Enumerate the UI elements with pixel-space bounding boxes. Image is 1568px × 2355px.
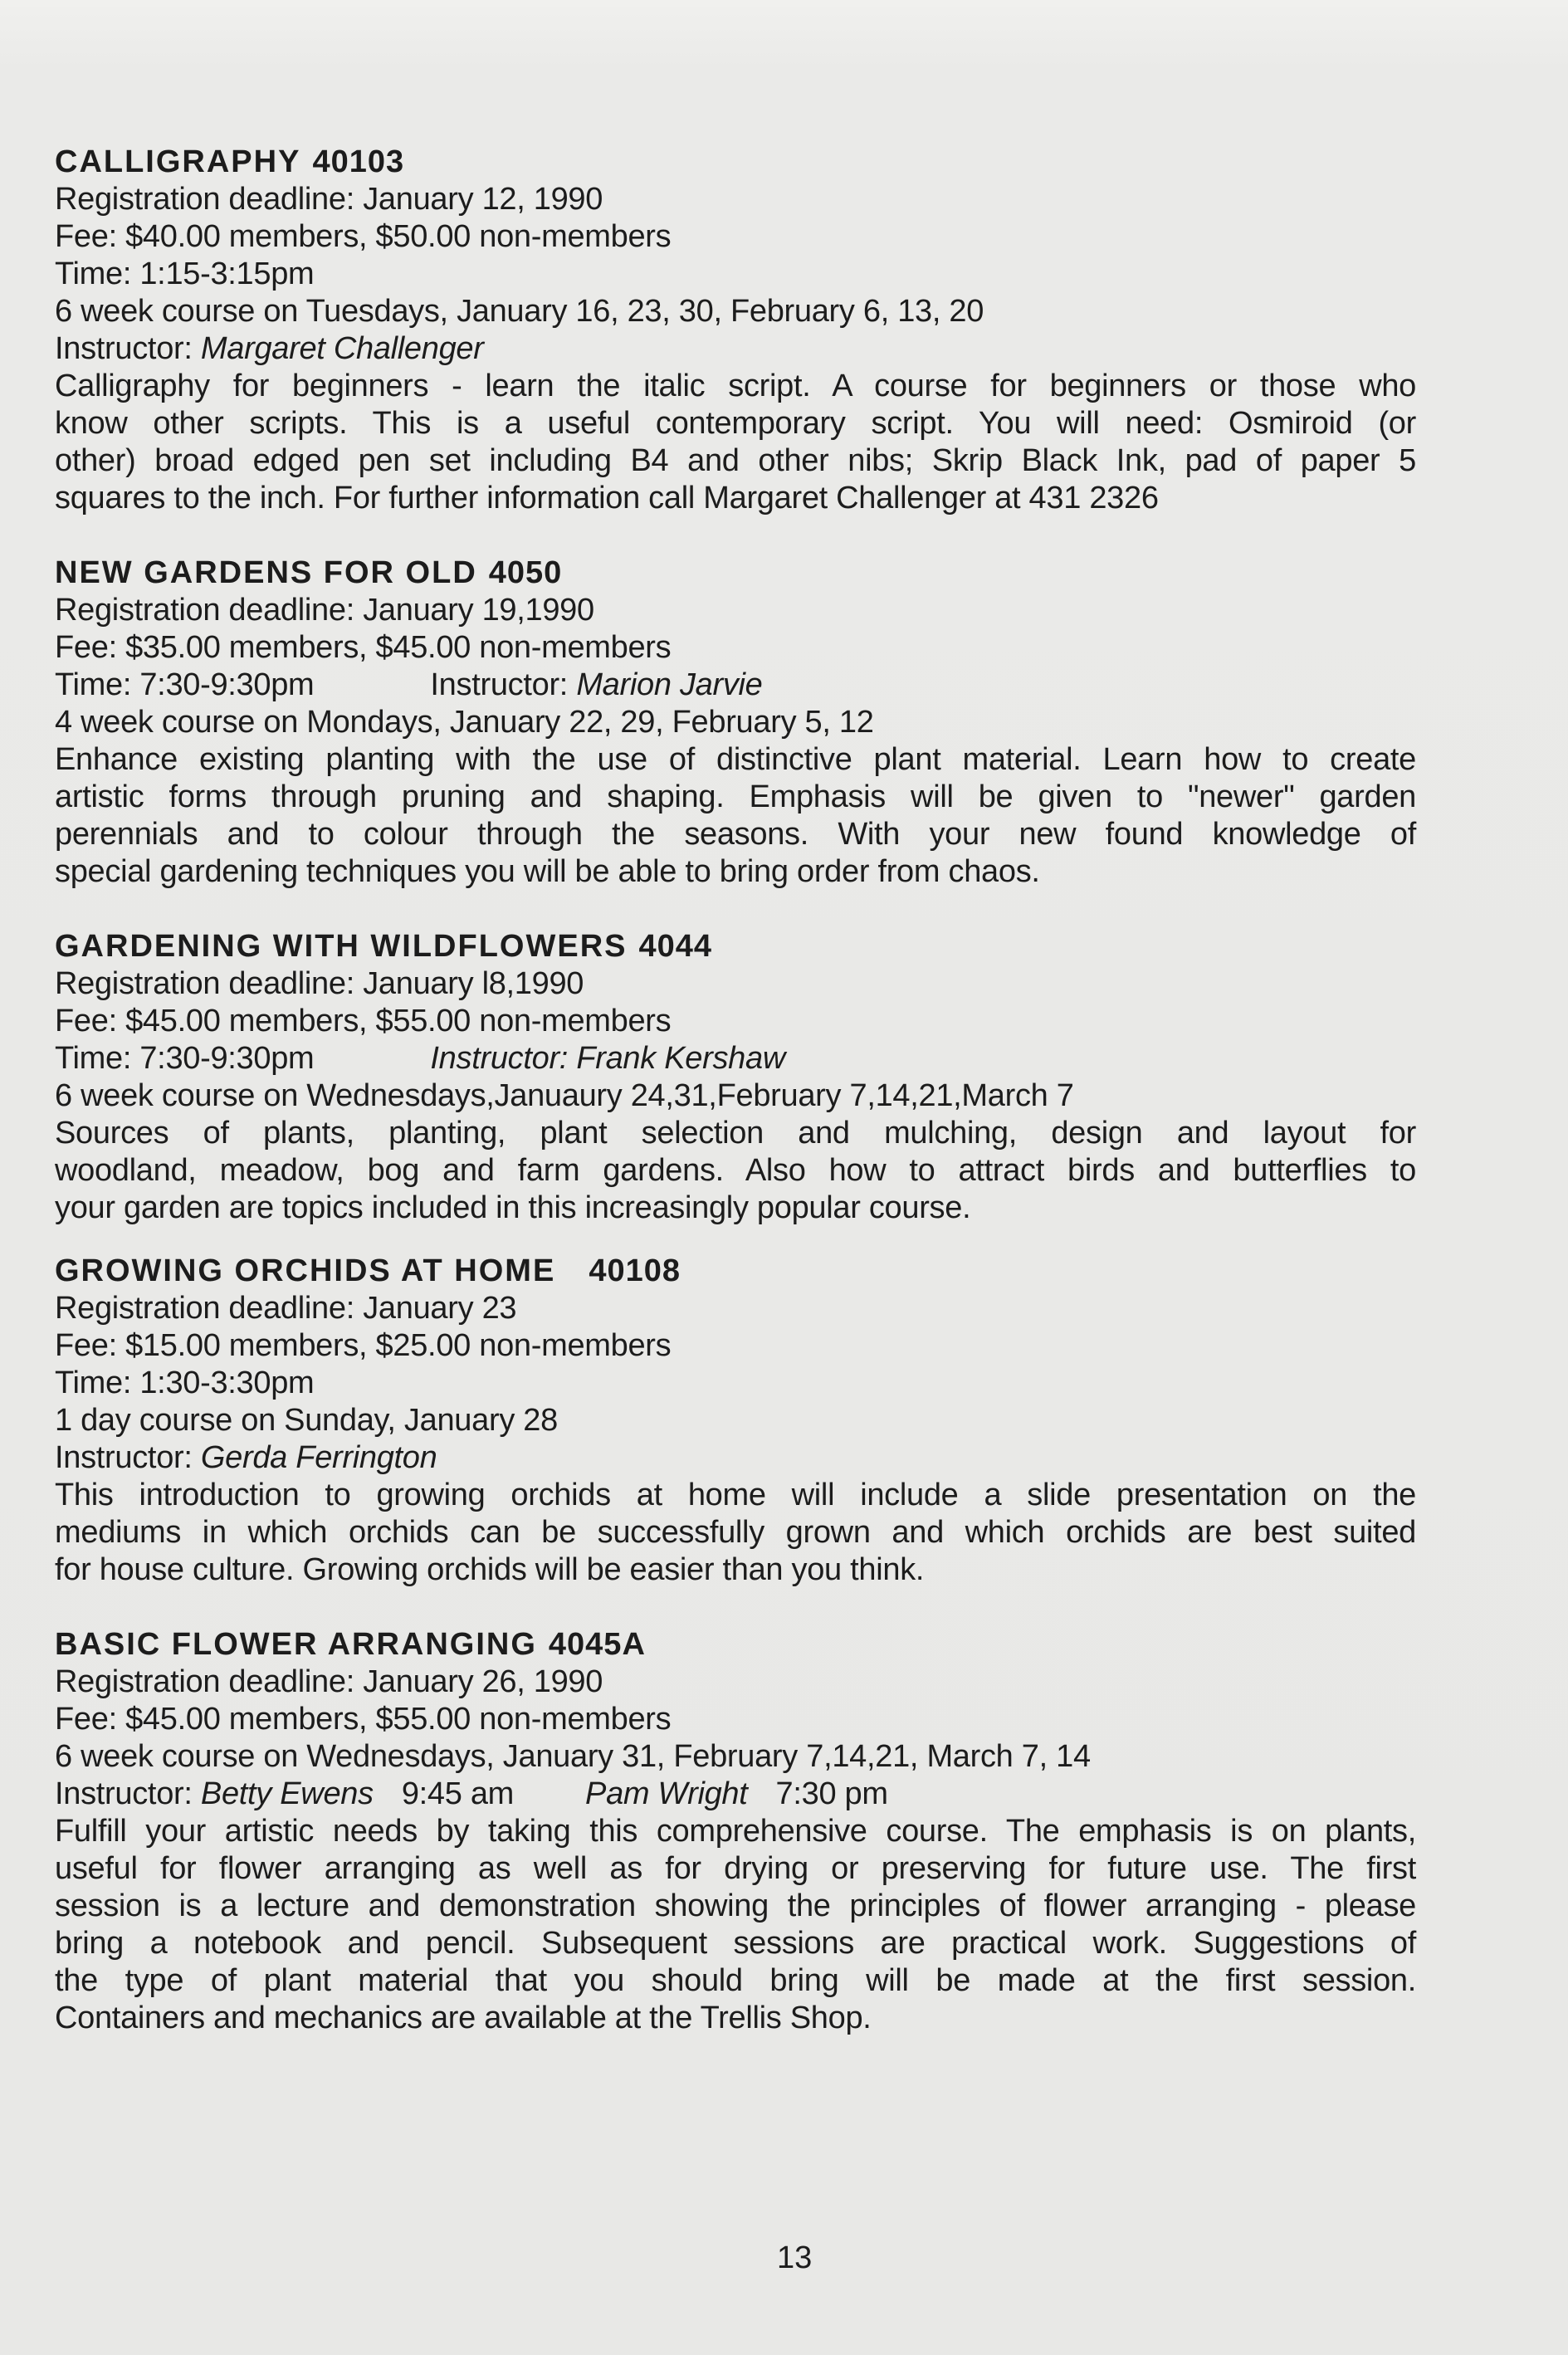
description-line: Sources of plants, planting, plant selection and mulching, design and layout for	[55, 1116, 1416, 1151]
description-line: Fulfill your artistic needs by taking this comprehensive course. The emphasis is on plants,	[55, 1814, 1416, 1849]
course-schedule: 6 week course on Wednesdays,Januaury 24,31,February 7,14,21,March 7	[55, 1078, 1074, 1113]
course-description	[55, 741, 1416, 891]
description-line: session is a lecture and demonstration showing the principles of flower arranging - please	[55, 1888, 1416, 1923]
instructor-name: Gerda Ferrington	[200, 1440, 437, 1475]
instructor-name: Marion Jarvie	[576, 667, 763, 702]
registration-deadline: Registration deadline: January l8,1990	[55, 966, 584, 1001]
course-name: GROWING ORCHIDS AT HOME	[55, 1253, 556, 1288]
instructor-label: Instructor:	[430, 1041, 577, 1076]
course-calligraphy	[55, 143, 1416, 517]
description-line: your garden are topics included in this increasingly popular course.	[55, 1190, 971, 1225]
page-number: 13	[777, 2240, 813, 2275]
description-line: This introduction to growing orchids at home will include a slide presentation on the	[55, 1478, 1416, 1512]
course-title	[55, 1252, 1416, 1290]
course-title	[55, 1625, 1416, 1664]
course-growing-orchids-at-home	[55, 1252, 1416, 1589]
course-schedule: 1 day course on Sunday, January 28	[55, 1403, 558, 1438]
description-line: mediums in which orchids can be successfully grown and which orchids are best suited	[55, 1515, 1416, 1550]
course-fee: Fee: $15.00 members, $25.00 non-members	[55, 1328, 672, 1363]
course-time: Time: 1:15-3:15pm	[55, 257, 315, 291]
course-description	[55, 1813, 1416, 2037]
description-line: Enhance existing planting with the use of distinctive plant material. Learn how to create	[55, 742, 1416, 777]
description-line: special gardening techniques you will be able to bring order from chaos.	[55, 854, 1040, 889]
description-line: useful for flower arranging as well as for drying or preserving for future use. The first	[55, 1851, 1416, 1886]
instructor-label: Instructor:	[55, 1776, 201, 1811]
course-instructor	[55, 1439, 1416, 1477]
instructor-name: Betty Ewens	[200, 1776, 374, 1811]
course-fee: Fee: $45.00 members, $55.00 non-members	[55, 1702, 672, 1737]
instructor-label: Instructor:	[430, 667, 577, 702]
description-line: artistic forms through pruning and shaping. Emphasis will be given to "newer" garden	[55, 779, 1416, 814]
course-code: 4044	[638, 929, 713, 964]
description-line: Containers and mechanics are available at the Trellis Shop.	[55, 2001, 872, 2035]
course-description	[55, 1477, 1416, 1589]
course-time: Time: 7:30-9:30pm	[55, 667, 315, 702]
registration-deadline: Registration deadline: January 26, 1990	[55, 1664, 603, 1699]
registration-deadline: Registration deadline: January 23	[55, 1291, 517, 1326]
registration-deadline: Registration deadline: January 12, 1990	[55, 182, 603, 217]
course-listing	[55, 143, 1416, 2074]
description-line: bring a notebook and pencil. Subsequent sessions are practical work. Suggestions of	[55, 1926, 1416, 1961]
course-new-gardens-for-old	[55, 554, 1416, 891]
course-time-instructor	[55, 1040, 1416, 1077]
description-line: woodland, meadow, bog and farm gardens. Also how to attract birds and butterflies to	[55, 1153, 1416, 1188]
course-name: BASIC FLOWER ARRANGING	[55, 1627, 537, 1662]
instructor-time-2: 7:30 pm	[775, 1776, 888, 1811]
course-schedule: 6 week course on Tuesdays, January 16, 23, 30, February 6, 13, 20	[55, 294, 984, 329]
description-line: other) broad edged pen set including B4 and other nibs; Skrip Black Ink, pad of paper 5	[55, 443, 1416, 478]
registration-deadline: Registration deadline: January 19,1990	[55, 593, 594, 628]
course-code: 40108	[589, 1253, 681, 1288]
course-name: CALLIGRAPHY	[55, 144, 301, 179]
instructor-name: Margaret Challenger	[200, 331, 484, 366]
course-fee: Fee: $45.00 members, $55.00 non-members	[55, 1004, 672, 1038]
course-instructor	[55, 330, 1416, 368]
course-code: 4050	[488, 555, 563, 590]
description-line: squares to the inch. For further information call Margaret Challenger at 431 2326	[55, 481, 1159, 515]
course-fee: Fee: $40.00 members, $50.00 non-members	[55, 219, 672, 254]
description-line: Calligraphy for beginners - learn the italic script. A course for beginners or those who	[55, 369, 1416, 403]
description-line: perennials and to colour through the seasons. With your new found knowledge of	[55, 817, 1416, 852]
course-schedule: 6 week course on Wednesdays, January 31, February 7,14,21, March 7, 14	[55, 1739, 1091, 1774]
course-fee: Fee: $35.00 members, $45.00 non-members	[55, 630, 672, 665]
course-time-instructor	[55, 667, 1416, 704]
course-instructors	[55, 1776, 1416, 1813]
course-gardening-with-wildflowers	[55, 927, 1416, 1227]
course-name: GARDENING WITH WILDFLOWERS	[55, 929, 628, 964]
instructor-label: Instructor:	[55, 331, 201, 366]
description-line: for house culture. Growing orchids will be easier than you think.	[55, 1552, 925, 1587]
instructor-name: Frank Kershaw	[576, 1041, 785, 1076]
course-title	[55, 554, 1416, 592]
description-line: know other scripts. This is a useful contemporary script. You will need: Osmiroid (or	[55, 406, 1416, 441]
instructor-label: Instructor:	[55, 1440, 201, 1475]
course-title	[55, 143, 1416, 181]
instructor-name-2: Pam Wright	[585, 1776, 748, 1811]
course-time: Time: 1:30-3:30pm	[55, 1366, 315, 1400]
course-title	[55, 927, 1416, 965]
course-schedule: 4 week course on Mondays, January 22, 29, February 5, 12	[55, 705, 874, 740]
course-description	[55, 368, 1416, 517]
course-time: Time: 7:30-9:30pm	[55, 1041, 315, 1076]
course-code: 4045A	[548, 1627, 646, 1662]
course-description	[55, 1115, 1416, 1227]
instructor-time: 9:45 am	[401, 1776, 515, 1811]
course-code: 40103	[312, 144, 405, 179]
description-line: the type of plant material that you should bring will be made at the first session.	[55, 1963, 1416, 1998]
course-name: NEW GARDENS FOR OLD	[55, 555, 477, 590]
course-basic-flower-arranging	[55, 1625, 1416, 2037]
